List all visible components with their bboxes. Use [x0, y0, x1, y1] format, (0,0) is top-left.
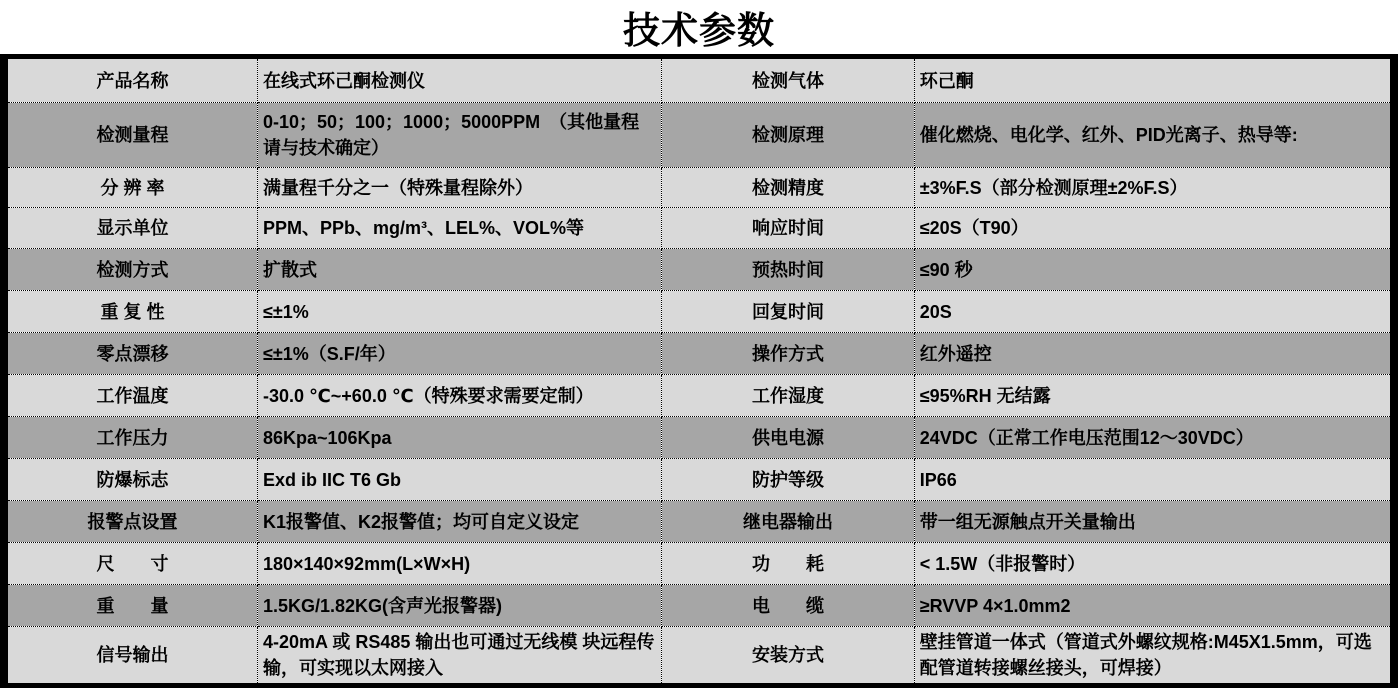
title-bar: [0, 0, 1398, 54]
param-value: 86Kpa~106Kpa: [257, 417, 661, 459]
spec-table: [0, 54, 1398, 688]
param-value: 1.5KG/1.82KG(含声光报警器): [257, 585, 661, 627]
spec-row: [4, 585, 1394, 627]
param-value: 带一组无源触点开关量输出: [914, 501, 1394, 543]
param-label: 供电电源: [662, 417, 914, 459]
param-value: 0-10；50；100；1000；5000PPM （其他量程请与技术确定）: [257, 103, 661, 168]
param-label: 响应时间: [662, 208, 914, 249]
param-label: 预热时间: [662, 249, 914, 291]
param-value: 满量程千分之一（特殊量程除外）: [257, 168, 661, 208]
param-value: 红外遥控: [914, 333, 1394, 375]
spec-row: [4, 249, 1394, 291]
spec-row: [4, 627, 1394, 686]
param-value: 在线式环己酮检测仪: [257, 57, 661, 103]
spec-row: [4, 168, 1394, 208]
param-label: 尺 寸: [4, 543, 257, 585]
param-label: 工作湿度: [662, 375, 914, 417]
param-value: 24VDC（正常工作电压范围12～30VDC）: [914, 417, 1394, 459]
param-value: ≤95%RH 无结露: [914, 375, 1394, 417]
param-value: 扩散式: [257, 249, 661, 291]
spec-row: [4, 57, 1394, 103]
param-value: ≥RVVP 4×1.0mm2: [914, 585, 1394, 627]
param-label: 重 量: [4, 585, 257, 627]
param-label: 分 辨 率: [4, 168, 257, 208]
spec-row: [4, 459, 1394, 501]
param-label: 防爆标志: [4, 459, 257, 501]
param-label: 信号输出: [4, 627, 257, 686]
param-value: ≤±1%: [257, 291, 661, 333]
param-label: 重 复 性: [4, 291, 257, 333]
param-label: 报警点设置: [4, 501, 257, 543]
param-value: IP66: [914, 459, 1394, 501]
param-label: 产品名称: [4, 57, 257, 103]
spec-row: [4, 417, 1394, 459]
param-value: 环己酮: [914, 57, 1394, 103]
spec-row: [4, 103, 1394, 168]
param-label: 防护等级: [662, 459, 914, 501]
param-value: -30.0 ℃~+60.0 ℃（特殊要求需要定制）: [257, 375, 661, 417]
param-label: 零点漂移: [4, 333, 257, 375]
spec-row: [4, 208, 1394, 249]
param-label: 功 耗: [662, 543, 914, 585]
param-label: 检测原理: [662, 103, 914, 168]
spec-row: [4, 333, 1394, 375]
param-value: Exd ib IIC T6 Gb: [257, 459, 661, 501]
param-label: 检测方式: [4, 249, 257, 291]
param-value: 20S: [914, 291, 1394, 333]
param-label: 检测量程: [4, 103, 257, 168]
param-value: ≤20S（T90）: [914, 208, 1394, 249]
spec-row: [4, 543, 1394, 585]
param-label: 电 缆: [662, 585, 914, 627]
param-label: 工作温度: [4, 375, 257, 417]
param-label: 安装方式: [662, 627, 914, 686]
spec-row: [4, 501, 1394, 543]
param-value: < 1.5W（非报警时）: [914, 543, 1394, 585]
param-value: 催化燃烧、电化学、红外、PID光离子、热导等:: [914, 103, 1394, 168]
param-label: 回复时间: [662, 291, 914, 333]
param-value: PPM、PPb、mg/m³、LEL%、VOL%等: [257, 208, 661, 249]
param-label: 检测气体: [662, 57, 914, 103]
spec-row: [4, 291, 1394, 333]
param-label: 工作压力: [4, 417, 257, 459]
spec-row: [4, 375, 1394, 417]
param-label: 检测精度: [662, 168, 914, 208]
param-value: ±3%F.S（部分检测原理±2%F.S）: [914, 168, 1394, 208]
param-value: 壁挂管道一体式（管道式外螺纹规格:M45X1.5mm，可选配管道转接螺丝接头，可焊接）: [914, 627, 1394, 686]
spec-table-body: [4, 57, 1394, 686]
param-value: 4-20mA 或 RS485 输出也可通过无线模 块远程传输，可实现以太网接入: [257, 627, 661, 686]
param-label: 继电器输出: [662, 501, 914, 543]
param-value: ≤±1%（S.F/年）: [257, 333, 661, 375]
param-value: 180×140×92mm(L×W×H): [257, 543, 661, 585]
param-value: K1报警值、K2报警值；均可自定义设定: [257, 501, 661, 543]
param-value: ≤90 秒: [914, 249, 1394, 291]
param-label: 操作方式: [662, 333, 914, 375]
page-title: 技术参数: [623, 10, 775, 51]
param-label: 显示单位: [4, 208, 257, 249]
